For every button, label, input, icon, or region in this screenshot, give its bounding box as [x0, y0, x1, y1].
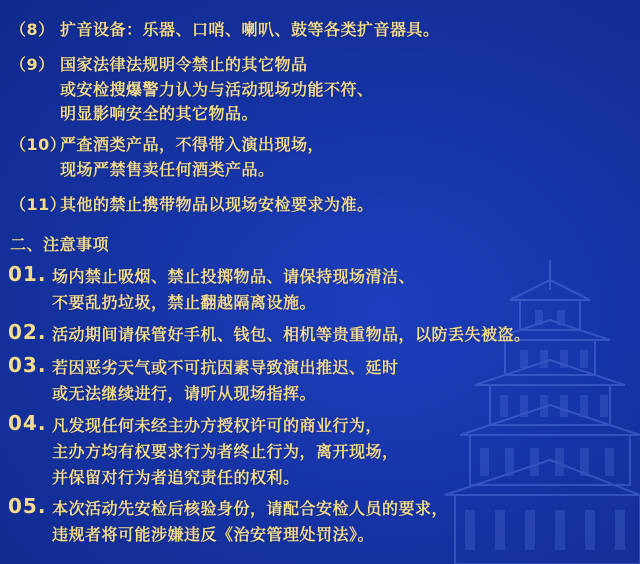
item-8-text: 扩音设备：乐器、口哨、喇叭、鼓等各类扩音器具。 — [60, 20, 440, 39]
notice-03-number: 03. — [8, 353, 47, 377]
notice-04-line-2: 主办方均有权要求行为者终止行为，离开现场， — [52, 442, 399, 461]
notice-05-line-1: 本次活动先安检后核验身份，请配合安检人员的要求， — [52, 499, 449, 518]
notice-01-line-1: 场内禁止吸烟、禁止投掷物品、请保持现场清洁、 — [52, 267, 416, 286]
notice-04-line-1: 凡发现任何未经主办方授权许可的商业行为， — [52, 416, 383, 435]
notice-04-line-3: 并保留对行为者追究责任的权利。 — [52, 468, 300, 487]
notice-01-number: 01. — [8, 262, 47, 286]
section-heading: 二、注意事项 — [10, 235, 110, 254]
item-8-label: （8） — [10, 20, 55, 39]
item-10-line-1: 严查酒类产品，不得带入演出现场， — [60, 135, 325, 154]
notice-02-number: 02. — [8, 320, 47, 344]
notice-05-number: 05. — [8, 494, 47, 518]
notice-03-line-1: 若因恶劣天气或不可抗因素导致演出推迟、延时 — [52, 358, 399, 377]
notice-05-line-2: 违规者将可能涉嫌违反《治安管理处罚法》。 — [52, 525, 375, 544]
item-10-line-2: 现场严禁售卖任何酒类产品。 — [60, 160, 275, 179]
notice-04-number: 04. — [8, 411, 47, 435]
item-9-label: （9） — [10, 55, 55, 74]
item-11-label: （11） — [10, 195, 67, 214]
notice-01-line-2: 不要乱扔垃圾，禁止翻越隔离设施。 — [52, 293, 317, 312]
item-9-line-1: 国家法律法规明令禁止的其它物品 — [60, 55, 308, 74]
item-11-text: 其他的禁止携带物品以现场安检要求为准。 — [60, 195, 374, 214]
item-10-label: （10） — [10, 135, 67, 154]
notice-03-line-2: 或无法继续进行，请听从现场指挥。 — [52, 384, 317, 403]
notice-02-line-1: 活动期间请保管好手机、钱包、相机等贵重物品，以防丢失被盗。 — [52, 325, 531, 344]
item-9-line-3: 明显影响安全的其它物品。 — [60, 104, 259, 123]
item-9-line-2: 或安检搜爆警力认为与活动现场功能不符、 — [60, 80, 374, 99]
